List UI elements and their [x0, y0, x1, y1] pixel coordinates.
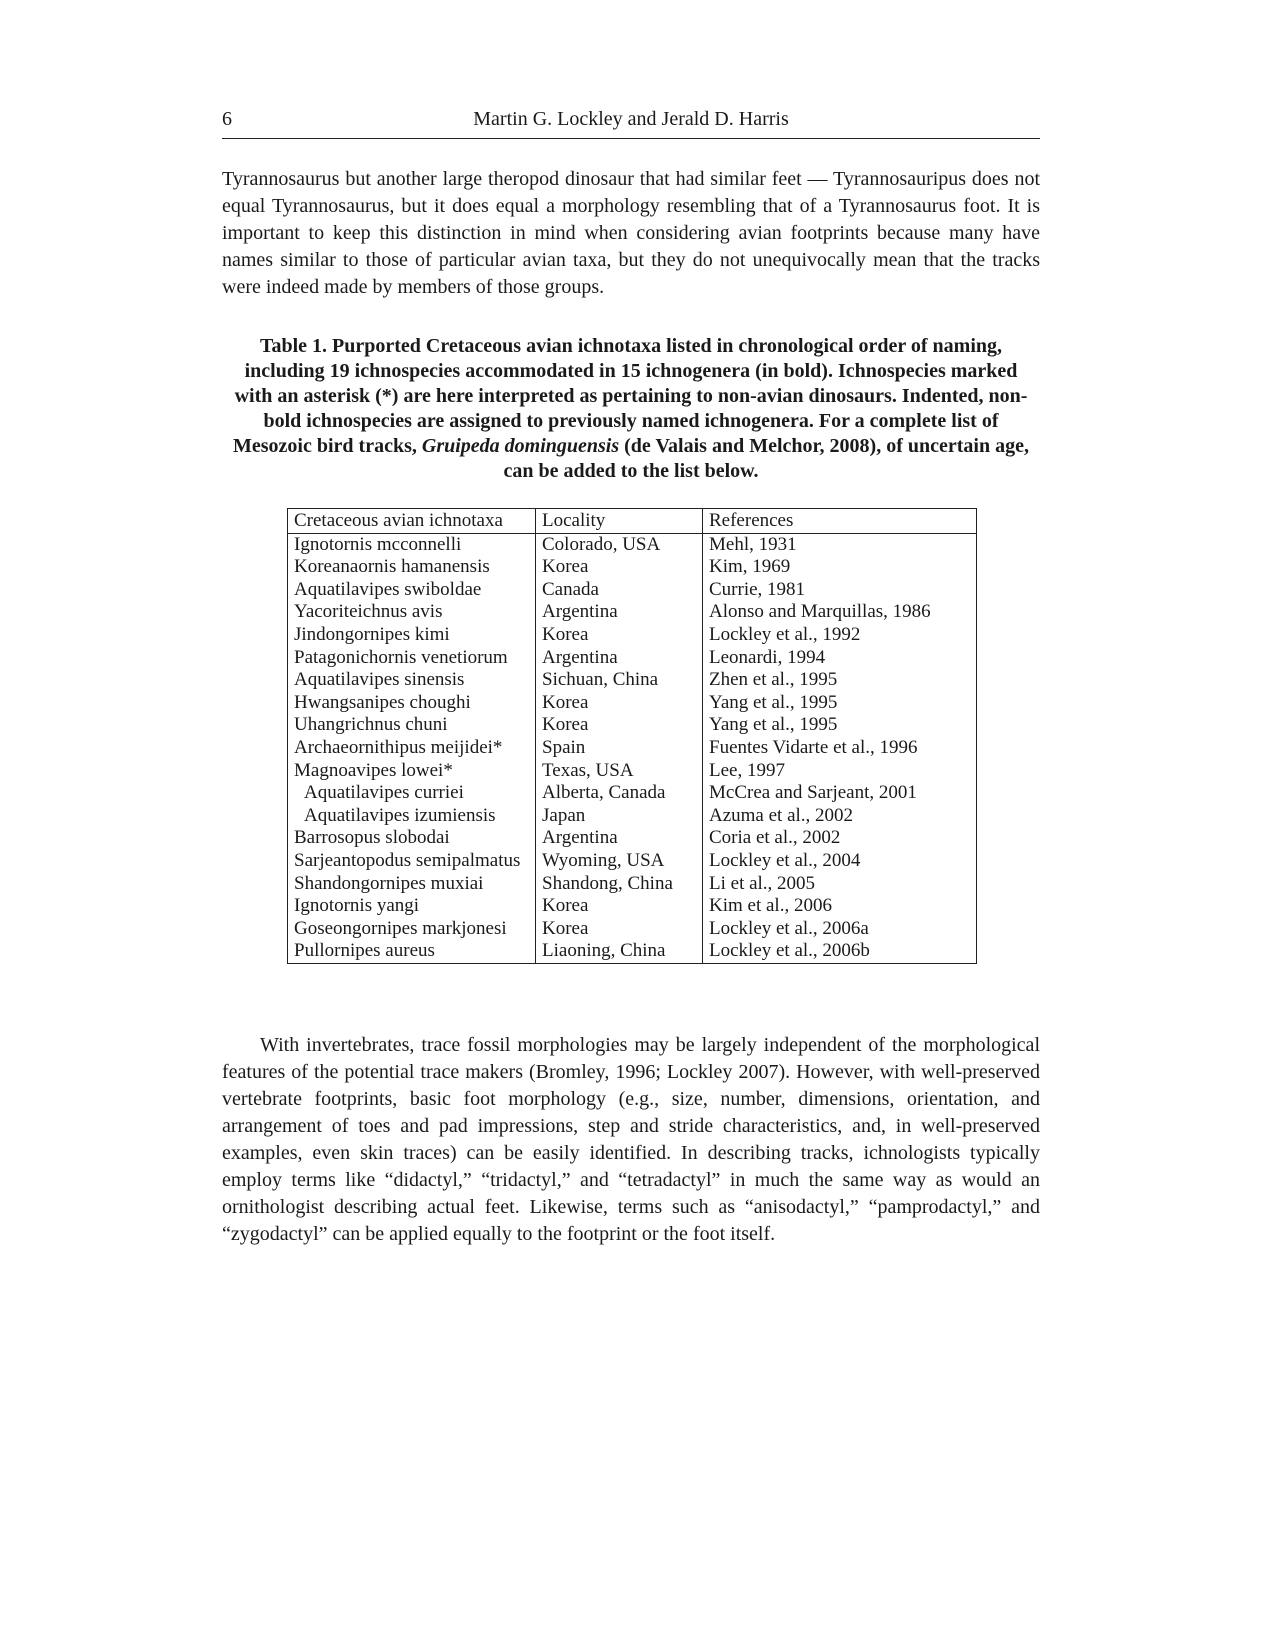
- locality-cell: Korea: [536, 918, 703, 941]
- locality-cell: Alberta, Canada: [536, 782, 703, 805]
- caption-italic-taxon: Gruipeda dominguensis: [421, 435, 620, 457]
- taxon-cell: Ignotornis yangi: [288, 895, 536, 918]
- taxon-cell: Uhangrichnus chuni: [288, 714, 536, 737]
- table-body: [288, 533, 977, 963]
- table-row: [288, 556, 977, 579]
- caption-text-end: (de Valais and Melchor, 2008), of uncertain age, can be added to the list below.: [503, 435, 1029, 482]
- taxon-cell: Patagonichornis venetiorum: [288, 647, 536, 670]
- reference-cell: Azuma et al., 2002: [703, 805, 977, 828]
- ichnotaxa-table: [287, 508, 977, 964]
- locality-cell: Korea: [536, 624, 703, 647]
- reference-cell: Li et al., 2005: [703, 873, 977, 896]
- reference-cell: Yang et al., 1995: [703, 714, 977, 737]
- reference-cell: Lockley et al., 1992: [703, 624, 977, 647]
- taxon-cell: Aquatilavipes izumiensis: [288, 805, 536, 828]
- reference-cell: Zhen et al., 1995: [703, 669, 977, 692]
- table-row: [288, 579, 977, 602]
- table-row: [288, 533, 977, 556]
- ichnotaxa-table-container: [287, 508, 977, 964]
- table-row: [288, 873, 977, 896]
- taxon-cell: Yacoriteichnus avis: [288, 601, 536, 624]
- locality-cell: Argentina: [536, 601, 703, 624]
- locality-cell: Canada: [536, 579, 703, 602]
- table-row: [288, 737, 977, 760]
- taxon-cell: Shandongornipes muxiai: [288, 873, 536, 896]
- table-row: [288, 940, 977, 963]
- reference-cell: Lockley et al., 2004: [703, 850, 977, 873]
- table-row: [288, 714, 977, 737]
- running-head: Martin G. Lockley and Jerald D. Harris: [473, 108, 789, 130]
- table-row: [288, 895, 977, 918]
- page-header: [222, 104, 1040, 139]
- reference-cell: McCrea and Sarjeant, 2001: [703, 782, 977, 805]
- reference-cell: Currie, 1981: [703, 579, 977, 602]
- taxon-cell: Ignotornis mcconnelli: [288, 533, 536, 556]
- table-row: [288, 782, 977, 805]
- taxon-cell: Archaeornithipus meijidei*: [288, 737, 536, 760]
- taxon-cell: Hwangsanipes choughi: [288, 692, 536, 715]
- table-row: [288, 805, 977, 828]
- reference-cell: Fuentes Vidarte et al., 1996: [703, 737, 977, 760]
- locality-cell: Wyoming, USA: [536, 850, 703, 873]
- locality-cell: Liaoning, China: [536, 940, 703, 963]
- locality-cell: Korea: [536, 714, 703, 737]
- locality-cell: Korea: [536, 556, 703, 579]
- locality-cell: Korea: [536, 692, 703, 715]
- taxon-cell: Magnoavipes lowei*: [288, 760, 536, 783]
- table-row: [288, 827, 977, 850]
- table-row: [288, 669, 977, 692]
- reference-cell: Kim, 1969: [703, 556, 977, 579]
- locality-cell: Korea: [536, 895, 703, 918]
- reference-cell: Alonso and Marquillas, 1986: [703, 601, 977, 624]
- taxon-cell: Aquatilavipes curriei: [288, 782, 536, 805]
- table-row: [288, 850, 977, 873]
- table-row: [288, 601, 977, 624]
- reference-cell: Mehl, 1931: [703, 533, 977, 556]
- table-row: [288, 692, 977, 715]
- locality-cell: Texas, USA: [536, 760, 703, 783]
- table-caption: [225, 334, 1037, 484]
- taxon-cell: Sarjeantopodus semipalmatus: [288, 850, 536, 873]
- reference-cell: Lockley et al., 2006a: [703, 918, 977, 941]
- page-number: 6: [222, 108, 232, 130]
- taxon-cell: Goseongornipes markjonesi: [288, 918, 536, 941]
- table-row: [288, 647, 977, 670]
- table-row: [288, 918, 977, 941]
- locality-cell: Japan: [536, 805, 703, 828]
- locality-cell: Sichuan, China: [536, 669, 703, 692]
- taxon-cell: Aquatilavipes swiboldae: [288, 579, 536, 602]
- body-paragraph: Tyrannosaurus but another large theropod dinosaur that had similar feet — Tyrannosauripus does not equal Tyrannosaurus, but it does equal a morphology resembling that of a Tyrannosaurus foot. It is important to keep this distinction in mind when considering avian footprints because many have names similar to those of particular avian taxa, but they do not unequivocally mean that the tracks were indeed made by members of those groups.: [222, 168, 1040, 298]
- reference-cell: Lockley et al., 2006b: [703, 940, 977, 963]
- locality-cell: Spain: [536, 737, 703, 760]
- body-paragraph: With invertebrates, trace fossil morphologies may be largely independent of the morphological features of the potential trace makers (Bromley, 1996; Lockley 2007). However, with well-preserved vertebrate footprints, basic foot morphology (e.g., size, number, dimensions, orientation, and arrangement of toes and pad impressions, step and stride characteristics, and, in well-preserved examples, even skin traces) can be easily identified. In describing tracks, ichnologists typically employ terms like “didactyl,” “tridactyl,” and “tetradactyl” in much the same way as would an ornithologist describing actual feet. Likewise, terms such as “anisodactyl,” “pamprodactyl,” and “zygodactyl” can be applied equally to the footprint or the foot itself.: [222, 1034, 1040, 1245]
- reference-cell: Leonardi, 1994: [703, 647, 977, 670]
- column-header-references: References: [703, 509, 977, 534]
- taxon-cell: Barrosopus slobodai: [288, 827, 536, 850]
- table-header-row: [288, 509, 977, 534]
- taxon-cell: Jindongornipes kimi: [288, 624, 536, 647]
- table-row: [288, 624, 977, 647]
- column-header-locality: Locality: [536, 509, 703, 534]
- locality-cell: Shandong, China: [536, 873, 703, 896]
- taxon-cell: Koreanaornis hamanensis: [288, 556, 536, 579]
- reference-cell: Yang et al., 1995: [703, 692, 977, 715]
- caption-text: Table 1. Purported Cretaceous avian ichnotaxa listed in chronological order of naming, including 19 ichnospecies accommodated in 15 ichnogenera (in bold). Ichnospecies marked with an asterisk (*) are here interpreted as pertaining to non-avian dinosaurs. Indented, non-bold ichnospecies are assigned to previously named ichnogenera. For a complete list of Mesozoic bird tracks,: [233, 335, 1028, 457]
- locality-cell: Argentina: [536, 647, 703, 670]
- locality-cell: Argentina: [536, 827, 703, 850]
- locality-cell: Colorado, USA: [536, 533, 703, 556]
- reference-cell: Lee, 1997: [703, 760, 977, 783]
- taxon-cell: Pullornipes aureus: [288, 940, 536, 963]
- column-header-taxa: Cretaceous avian ichnotaxa: [288, 509, 536, 534]
- table-row: [288, 760, 977, 783]
- reference-cell: Kim et al., 2006: [703, 895, 977, 918]
- taxon-cell: Aquatilavipes sinensis: [288, 669, 536, 692]
- reference-cell: Coria et al., 2002: [703, 827, 977, 850]
